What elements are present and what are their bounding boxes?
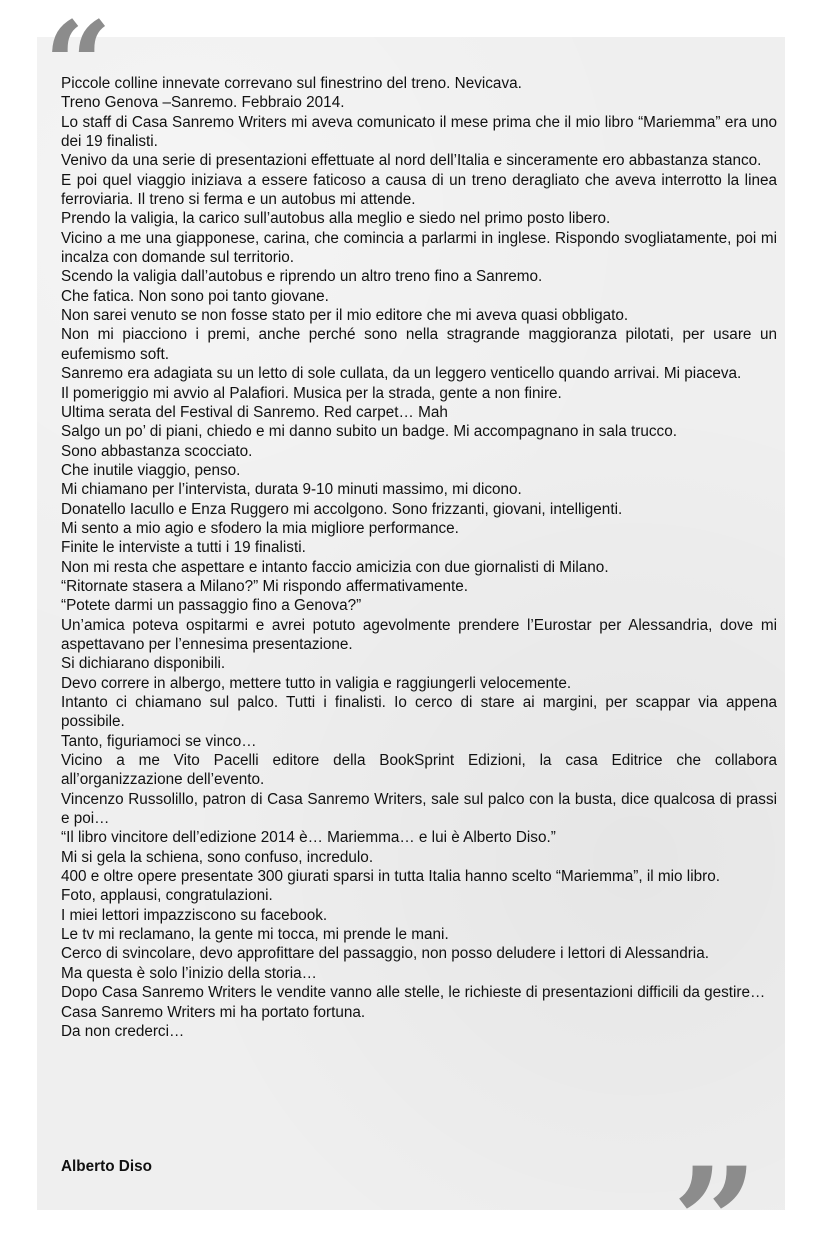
- paragraph: Un’amica poteva ospitarmi e avrei potuto agevolmente prendere l’Eurostar per Alessandria, dove mi aspettavano per l’ennesima presentazione.: [61, 616, 777, 653]
- paragraph: Vicino a me Vito Pacelli editore della BookSprint Edizioni, la casa Editrice che collabora all’organizzazione dell’evento.: [61, 752, 777, 789]
- paragraph: Mi si gela la schiena, sono confuso, incredulo.: [61, 848, 374, 866]
- paragraph: Si dichiarano disponibili.: [61, 655, 226, 673]
- paragraph: “Potete darmi un passaggio fino a Genova?”: [61, 597, 362, 615]
- close-quote-icon: ”: [672, 1135, 741, 1247]
- paragraph: Mi sento a mio agio e sfodero la mia migliore performance.: [61, 519, 459, 537]
- open-quote-icon: “: [44, 0, 98, 134]
- article-body: [61, 74, 777, 1041]
- paragraph: Dopo Casa Sanremo Writers le vendite vanno alle stelle, le richieste di presentazioni difficili da gestire…: [61, 984, 766, 1002]
- paragraph: Piccole colline innevate correvano sul finestrino del treno. Nevicava.: [61, 75, 522, 92]
- paragraph: “Il libro vincitore dell’edizione 2014 è… Mariemma… e lui è Alberto Diso.”: [61, 829, 556, 847]
- paragraph: Ultima serata del Festival di Sanremo. Red carpet… Mah: [61, 403, 448, 421]
- paragraph: “Ritornate stasera a Milano?” Mi rispondo affermativamente.: [61, 577, 468, 595]
- paragraph: Salgo un po’ di piani, chiedo e mi danno subito un badge. Mi accompagnano in sala trucco.: [61, 423, 677, 441]
- paragraph: Che inutile viaggio, penso.: [61, 461, 241, 479]
- paragraph: Vincenzo Russolillo, patron di Casa Sanremo Writers, sale sul palco con la busta, dice qualcosa di prassi e poi…: [61, 790, 777, 828]
- paragraph: Che fatica. Non sono poi tanto giovane.: [61, 287, 329, 305]
- paragraph: Foto, applausi, congratulazioni.: [61, 887, 273, 905]
- paragraph: Tanto, figuriamoci se vinco…: [61, 732, 257, 750]
- paragraph: Da non crederci…: [61, 1022, 185, 1040]
- paragraph: Ma questa è solo l’inizio della storia…: [61, 964, 317, 982]
- paragraph: Non sarei venuto se non fosse stato per il mio editore che mi aveva quasi obbligato.: [61, 307, 629, 325]
- paragraph: Prendo la valigia, la carico sull’autobus alla meglio e siedo nel primo posto libero.: [61, 210, 611, 228]
- paragraph: Sanremo era adagiata su un letto di sole cullata, da un leggero venticello quando arrivai. Mi piaceva.: [61, 365, 742, 383]
- paragraph: Donatello Iacullo e Enza Ruggero mi accolgono. Sono frizzanti, giovani, intelligenti.: [61, 500, 623, 518]
- paragraph: Scendo la valigia dall’autobus e riprendo un altro treno fino a Sanremo.: [61, 268, 543, 286]
- author-signature: Alberto Diso: [61, 1158, 152, 1175]
- paragraph: Devo correre in albergo, mettere tutto in valigia e raggiungerli velocemente.: [61, 674, 572, 692]
- paragraph: Venivo da una serie di presentazioni effettuate al nord dell’Italia e sinceramente ero abbastanza stanco.: [61, 152, 762, 170]
- paragraph: 400 e oltre opere presentate 300 giurati sparsi in tutta Italia hanno scelto “Mariemma”, il mio libro.: [61, 868, 720, 886]
- paragraph: Sono abbastanza scocciato.: [61, 442, 253, 460]
- paragraph: Finite le interviste a tutti i 19 finalisti.: [61, 539, 306, 557]
- paragraph: Mi chiamano per l’intervista, durata 9-10 minuti massimo, mi dicono.: [61, 481, 522, 499]
- paragraph: Non mi resta che aspettare e intanto faccio amicizia con due giornalisti di Milano.: [61, 558, 609, 576]
- paragraph: Cerco di svincolare, devo approfittare del passaggio, non posso deludere i lettori di Alessandria.: [61, 945, 709, 963]
- paragraph: Treno Genova –Sanremo. Febbraio 2014.: [61, 94, 345, 112]
- paragraph: I miei lettori impazziscono su facebook.: [61, 906, 328, 924]
- paragraph: Casa Sanremo Writers mi ha portato fortuna.: [61, 1003, 366, 1021]
- paragraph: Vicino a me una giapponese, carina, che comincia a parlarmi in inglese. Rispondo svogliatamente, poi mi incalza con domande sul territorio.: [61, 229, 777, 267]
- paragraph: Intanto ci chiamano sul palco. Tutti i finalisti. Io cerco di stare ai margini, per scappar via appena possibile.: [61, 694, 777, 731]
- paragraph: Le tv mi reclamano, la gente mi tocca, mi prende le mani.: [61, 926, 449, 944]
- paragraph: Il pomeriggio mi avvio al Palafiori. Musica per la strada, gente a non finire.: [61, 384, 562, 402]
- paragraph: E poi quel viaggio iniziava a essere faticoso a causa di un treno deragliato che aveva interrotto la linea ferroviaria. Il treno si ferma e un autobus mi attende.: [61, 171, 777, 209]
- paragraph: Lo staff di Casa Sanremo Writers mi aveva comunicato il mese prima che il mio libro “Mariemma” era uno dei 19 finalisti.: [61, 113, 777, 151]
- paragraph: Non mi piacciono i premi, anche perché sono nella stragrande maggioranza pilotati, per usare un eufemismo soft.: [61, 326, 777, 363]
